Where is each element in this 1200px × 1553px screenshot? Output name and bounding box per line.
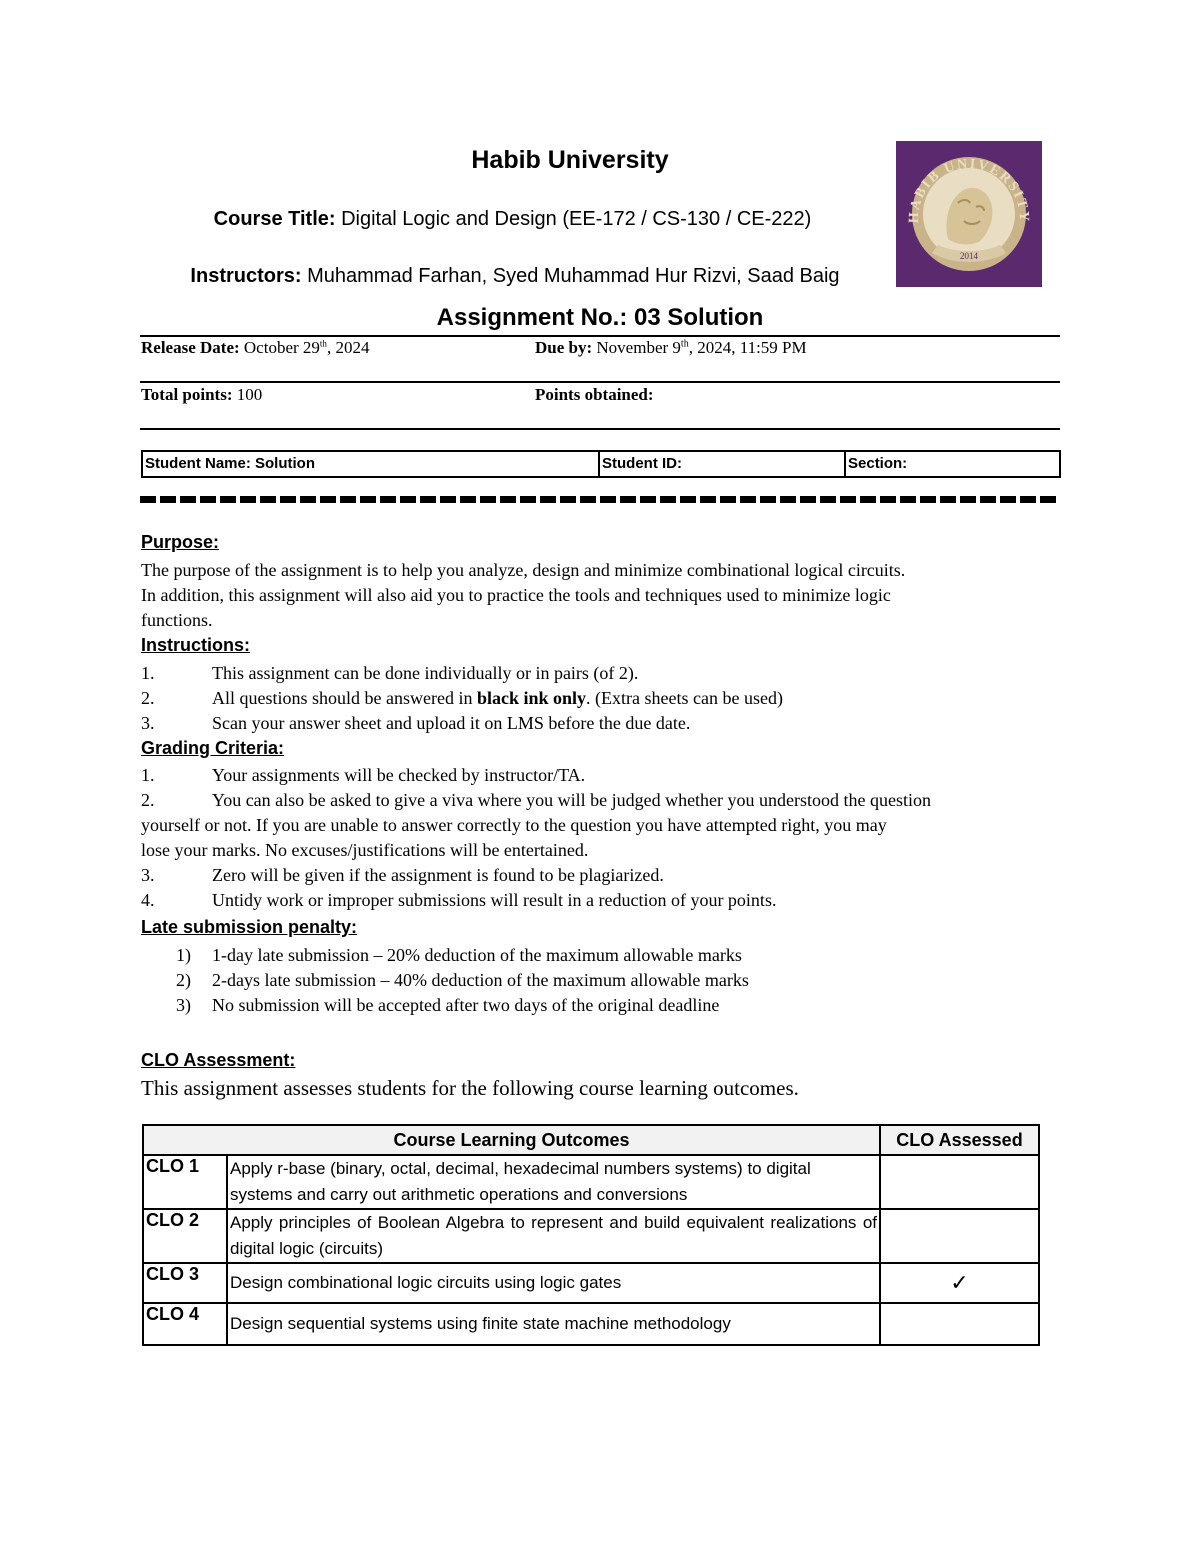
column-header-outcomes: Course Learning Outcomes bbox=[143, 1125, 880, 1155]
divider bbox=[140, 428, 1060, 430]
clo-description: Apply r-base (binary, octal, decimal, hexadecimal numbers systems) to digital systems and carry out arithmetic operations and conversions bbox=[227, 1155, 880, 1209]
clo-description: Apply principles of Boolean Algebra to represent and build equivalent realizations of digital logic (circuits) bbox=[227, 1209, 880, 1263]
dashed-separator bbox=[140, 496, 1058, 503]
column-header-assessed: CLO Assessed bbox=[880, 1125, 1039, 1155]
clo-id: CLO 4 bbox=[143, 1303, 227, 1345]
lion-crest-icon bbox=[896, 141, 1042, 287]
clo-table bbox=[142, 1124, 1040, 1346]
purpose-text: The purpose of the assignment is to help you analyze, design and minimize combinational logical circuits. In addition, this assignment will also aid you to practice the tools and techniques used to minimize logic functions. bbox=[141, 560, 906, 630]
clo-assessed-cell bbox=[880, 1209, 1039, 1263]
student-name-field[interactable]: Student Name: Solution bbox=[143, 452, 600, 476]
svg-text:2014: 2014 bbox=[960, 251, 978, 261]
table-row bbox=[143, 1263, 1039, 1303]
course-title-label: Course Title: bbox=[213, 208, 336, 230]
grading-list bbox=[141, 763, 1061, 913]
table-row bbox=[143, 1303, 1039, 1345]
course-title-value: Digital Logic and Design (EE-172 / CS-130 / CE-222) bbox=[335, 208, 812, 230]
list-item-continued: lose your marks. No excuses/justifications will be entertained. bbox=[141, 840, 589, 860]
table-row bbox=[143, 1209, 1039, 1263]
list-item: 3. Scan your answer sheet and upload it on LMS before the due date. bbox=[141, 713, 691, 733]
instructors-line bbox=[0, 265, 1030, 288]
list-item: 3. Zero will be given if the assignment is found to be plagiarized. bbox=[141, 865, 664, 885]
list-item: 4. Untidy work or improper submissions will result in a reduction of your points. bbox=[141, 890, 777, 910]
university-name: Habib University bbox=[471, 146, 669, 174]
clo-id: CLO 1 bbox=[143, 1155, 227, 1209]
table-header-row bbox=[143, 1125, 1039, 1155]
list-item: 2) 2-days late submission – 40% deduction of the maximum allowable marks bbox=[176, 970, 749, 990]
habib-university-logo bbox=[896, 141, 1042, 287]
divider bbox=[140, 381, 1060, 383]
list-item: 2. You can also be asked to give a viva where you will be judged whether you understood the question bbox=[141, 790, 932, 810]
clo-assessed-cell bbox=[880, 1155, 1039, 1209]
assignment-title: Assignment No.: 03 Solution bbox=[436, 304, 764, 331]
divider bbox=[140, 335, 1060, 337]
checkmark-icon: ✓ bbox=[880, 1263, 1039, 1303]
section-field[interactable]: Section: bbox=[848, 455, 908, 472]
student-id-field[interactable]: Student ID: bbox=[600, 452, 846, 476]
list-item: 2. All questions should be answered in black ink only. (Extra sheets can be used) bbox=[141, 688, 783, 708]
clo-intro: This assignment assesses students for the following course learning outcomes. bbox=[141, 1076, 799, 1100]
instructions-heading: Instructions: bbox=[141, 635, 251, 655]
clo-description: Design sequential systems using finite state machine methodology bbox=[227, 1303, 880, 1345]
instructions-list bbox=[141, 661, 783, 736]
release-date: Release Date: October 29th, 2024 bbox=[141, 338, 370, 357]
table-row bbox=[143, 1155, 1039, 1209]
svg-text:HABIB UNIVERSITY: HABIB UNIVERSITY bbox=[906, 156, 1032, 224]
late-penalty-heading: Late submission penalty: bbox=[141, 917, 358, 937]
grading-heading: Grading Criteria: bbox=[141, 738, 285, 758]
clo-id: CLO 3 bbox=[143, 1263, 227, 1303]
student-info-box bbox=[141, 450, 1061, 478]
instructors-value: Muhammad Farhan, Syed Muhammad Hur Rizvi, Saad Baig bbox=[301, 265, 840, 287]
due-date: Due by: November 9th, 2024, 11:59 PM bbox=[535, 338, 807, 357]
instructors-label: Instructors: bbox=[190, 265, 302, 287]
list-item: 3) No submission will be accepted after two days of the original deadline bbox=[176, 995, 720, 1015]
points-obtained: Points obtained: bbox=[535, 385, 654, 404]
list-item: 1) 1-day late submission – 20% deduction of the maximum allowable marks bbox=[176, 945, 742, 965]
course-title bbox=[0, 208, 1025, 231]
list-item-continued: yourself or not. If you are unable to answer correctly to the question you have attempted right, you may bbox=[141, 815, 887, 835]
list-item: 1. This assignment can be done individually or in pairs (of 2). bbox=[141, 663, 639, 683]
clo-description: Design combinational logic circuits using logic gates bbox=[227, 1263, 880, 1303]
total-points: Total points: 100 bbox=[141, 385, 263, 404]
late-penalty-list bbox=[176, 943, 749, 1018]
clo-id: CLO 2 bbox=[143, 1209, 227, 1263]
clo-heading: CLO Assessment: bbox=[141, 1050, 296, 1070]
list-item: 1. Your assignments will be checked by instructor/TA. bbox=[141, 765, 586, 785]
clo-assessed-cell bbox=[880, 1303, 1039, 1345]
purpose-heading: Purpose: bbox=[141, 532, 220, 552]
